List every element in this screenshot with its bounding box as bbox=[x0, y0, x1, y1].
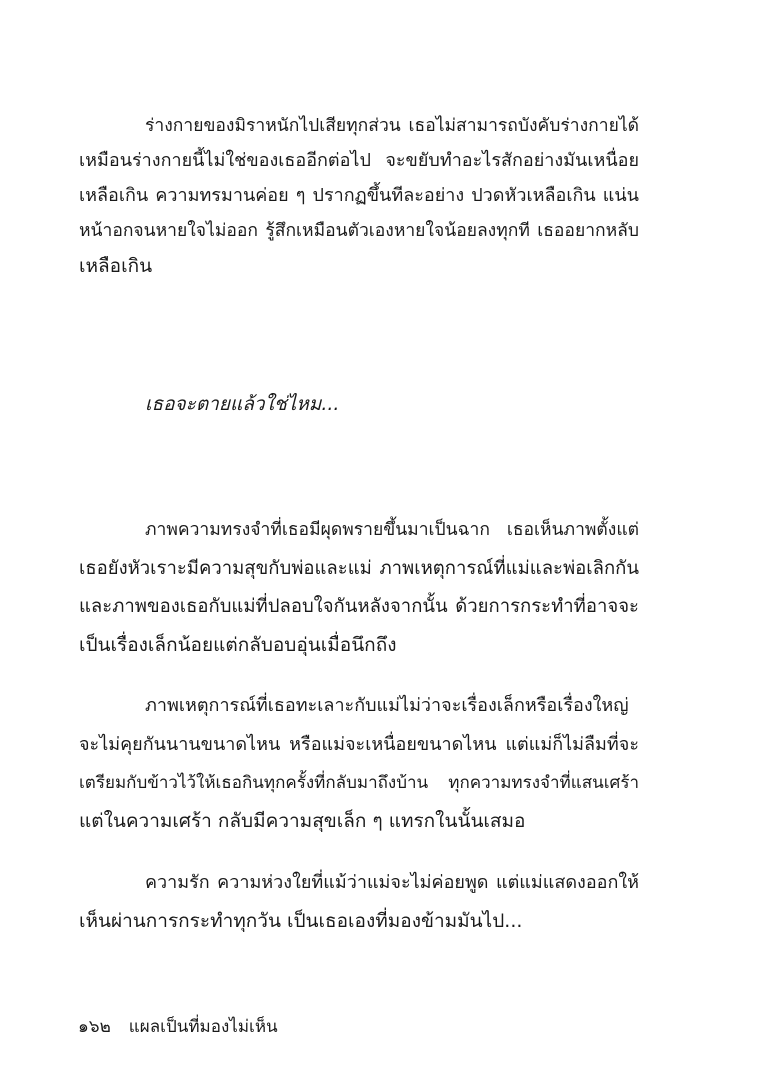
paragraph-4-line-1: ภาพเหตุการณ์ที่เธอทะเลาะกับแม่ไม่ว่าจะเรื่องเล็กหรือเรื่องใหญ่ bbox=[145, 695, 629, 716]
paragraph-4-line-2: จะไม่คุยกันนานขนาดไหน หรือแม่จะเหนื่อยขนาดไหน แต่แม่ก็ไม่ลืมที่จะ bbox=[79, 734, 639, 755]
paragraph-1-line-4: หน้าอกจนหายใจไม่ออก รู้สึกเหมือนตัวเองหายใจน้อยลงทุกที เธออยากหลับ bbox=[79, 221, 639, 241]
paragraph-5-line-2: เห็นผ่านการกระทำทุกวัน เป็นเธอเองที่มองข้ามมันไป... bbox=[79, 910, 523, 932]
page-footer bbox=[78, 1014, 278, 1040]
paragraph-3-line-1: ภาพความทรงจำที่เธอมีผุดพรายขึ้นมาเป็นฉาก เธอเห็นภาพตั้งแต่ bbox=[145, 520, 639, 540]
paragraph-1-line-1: ร่างกายของมิราหนักไปเสียทุกส่วน เธอไม่สามารถบังคับร่างกายได้ bbox=[145, 116, 639, 136]
paragraph-3-line-2: เธอยังหัวเราะมีความสุขกับพ่อและแม่ ภาพเหตุการณ์ที่แม่และพ่อเลิกกัน bbox=[79, 558, 639, 579]
paragraph-3-line-3: และภาพของเธอกับแม่ที่ปลอบใจกันหลังจากนั้น ด้วยการกระทำที่อาจจะ bbox=[79, 596, 639, 617]
page-number: ๑๖๒ bbox=[78, 1017, 111, 1037]
book-title: แผลเป็นที่มองไม่เห็น bbox=[128, 1017, 278, 1037]
paragraph-4-line-4: แต่ในความเศร้า กลับมีความสุขเล็ก ๆ แทรกในนั้นเสมอ bbox=[79, 810, 526, 832]
italic-thought: เธอจะตายแล้วใช่ไหม... bbox=[145, 393, 340, 415]
paragraph-1-line-2: เหมือนร่างกายนี้ไม่ใช่ของเธออีกต่อไป จะขยับทำอะไรสักอย่างมันเหนื่อย bbox=[79, 150, 639, 171]
paragraph-3-line-4: เป็นเรื่องเล็กน้อยแต่กลับอบอุ่นเมื่อนึกถึง bbox=[79, 634, 397, 656]
paragraph-1-line-3: เหลือเกิน ความทรมานค่อย ๆ ปรากฏขึ้นทีละอย่าง ปวดหัวเหลือเกิน แน่น bbox=[79, 185, 639, 206]
paragraph-4-line-3: เตรียมกับข้าวไว้ให้เธอกินทุกครั้งที่กลับมาถึงบ้าน ทุกความทรงจำที่แสนเศร้า bbox=[79, 773, 639, 793]
paragraph-1-line-5: เหลือเกิน bbox=[79, 255, 153, 277]
paragraph-5-line-1: ความรัก ความห่วงใยที่แม้ว่าแม่จะไม่ค่อยพูด แต่แม่แสดงออกให้ bbox=[145, 872, 639, 893]
